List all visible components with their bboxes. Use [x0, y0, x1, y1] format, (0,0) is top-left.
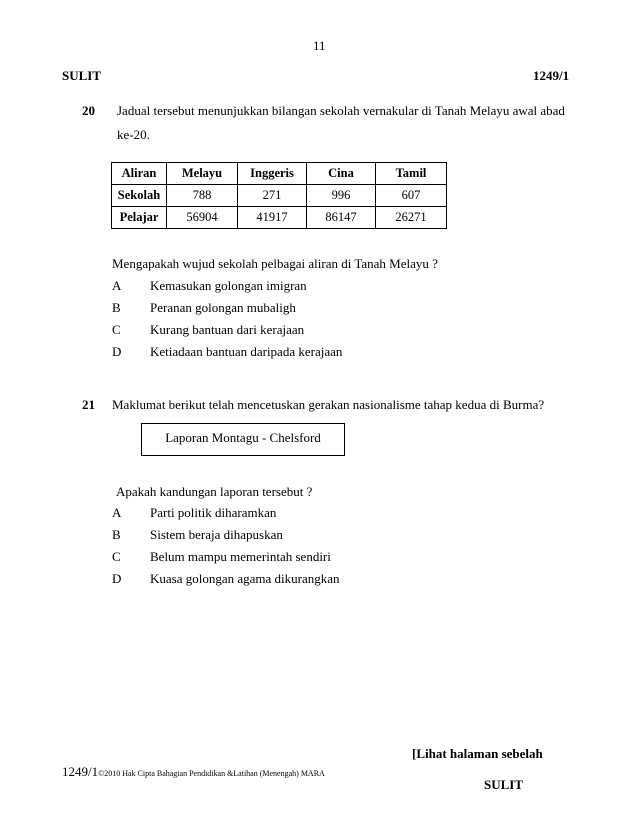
table-row [112, 207, 447, 229]
table-header-row [112, 163, 447, 185]
table-header-cell: Aliran [112, 163, 167, 185]
question-21-stem: Maklumat berikut telah mencetuskan gerakan nasionalisme tahap kedua di Burma? [112, 397, 545, 412]
table-cell: 26271 [376, 207, 447, 229]
question-number-21: 21 [82, 397, 95, 412]
page-number: 11 [313, 38, 326, 53]
vernacular-school-table [111, 162, 447, 229]
option-text: Parti politik diharamkan [150, 505, 277, 520]
option-letter: D [112, 571, 122, 586]
option-letter: B [112, 300, 121, 315]
option-text: Belum mampu memerintah sendiri [150, 549, 331, 564]
option-text: Sistem beraja dihapuskan [150, 527, 283, 542]
table-header-cell: Tamil [376, 163, 447, 185]
table-header-cell: Melayu [167, 163, 238, 185]
question-20-prompt: Mengapakah wujud sekolah pelbagai aliran di Tanah Melayu ? [112, 256, 438, 271]
report-box-text: Laporan Montagu - Chelsford [165, 430, 321, 445]
option-text: Ketiadaan bantuan daripada kerajaan [150, 344, 343, 359]
question-20-stem-line1: Jadual tersebut menunjukkan bilangan sekolah vernakular di Tanah Melayu awal abad [117, 103, 565, 118]
option-letter: C [112, 549, 121, 564]
table-cell: 86147 [307, 207, 376, 229]
option-text: Kurang bantuan dari kerajaan [150, 322, 305, 337]
table-cell: 41917 [238, 207, 307, 229]
report-box [141, 423, 345, 456]
question-20-stem-line2: ke-20. [117, 127, 150, 142]
table-cell: 996 [307, 185, 376, 207]
table-header-cell: Cina [307, 163, 376, 185]
option-letter: A [112, 505, 122, 520]
table-row-header: Sekolah [112, 185, 167, 207]
header-code: 1249/1 [533, 68, 570, 83]
question-number-20: 20 [82, 103, 95, 118]
option-text: Kuasa golongan agama dikurangkan [150, 571, 340, 586]
footer-copyright-line [62, 764, 325, 780]
option-text: Peranan golongan mubaligh [150, 300, 296, 315]
footer-sulit: SULIT [484, 777, 524, 792]
table-cell: 271 [238, 185, 307, 207]
table-row-header: Pelajar [112, 207, 167, 229]
option-text: Kemasukan golongan imigran [150, 278, 307, 293]
next-page-note: [Lihat halaman sebelah [412, 746, 543, 761]
table-cell: 607 [376, 185, 447, 207]
footer-copyright: ©2010 Hak Cipta Bahagian Pendidikan &Latihan (Menengah) MARA [98, 769, 325, 778]
table-cell: 788 [167, 185, 238, 207]
table-row [112, 185, 447, 207]
table-header-cell: Inggeris [238, 163, 307, 185]
option-letter: D [112, 344, 122, 359]
footer-code: 1249/1 [62, 764, 99, 779]
option-letter: B [112, 527, 121, 542]
question-21-prompt: Apakah kandungan laporan tersebut ? [116, 484, 313, 499]
option-letter: A [112, 278, 122, 293]
option-letter: C [112, 322, 121, 337]
table-cell: 56904 [167, 207, 238, 229]
header-sulit: SULIT [62, 68, 102, 83]
